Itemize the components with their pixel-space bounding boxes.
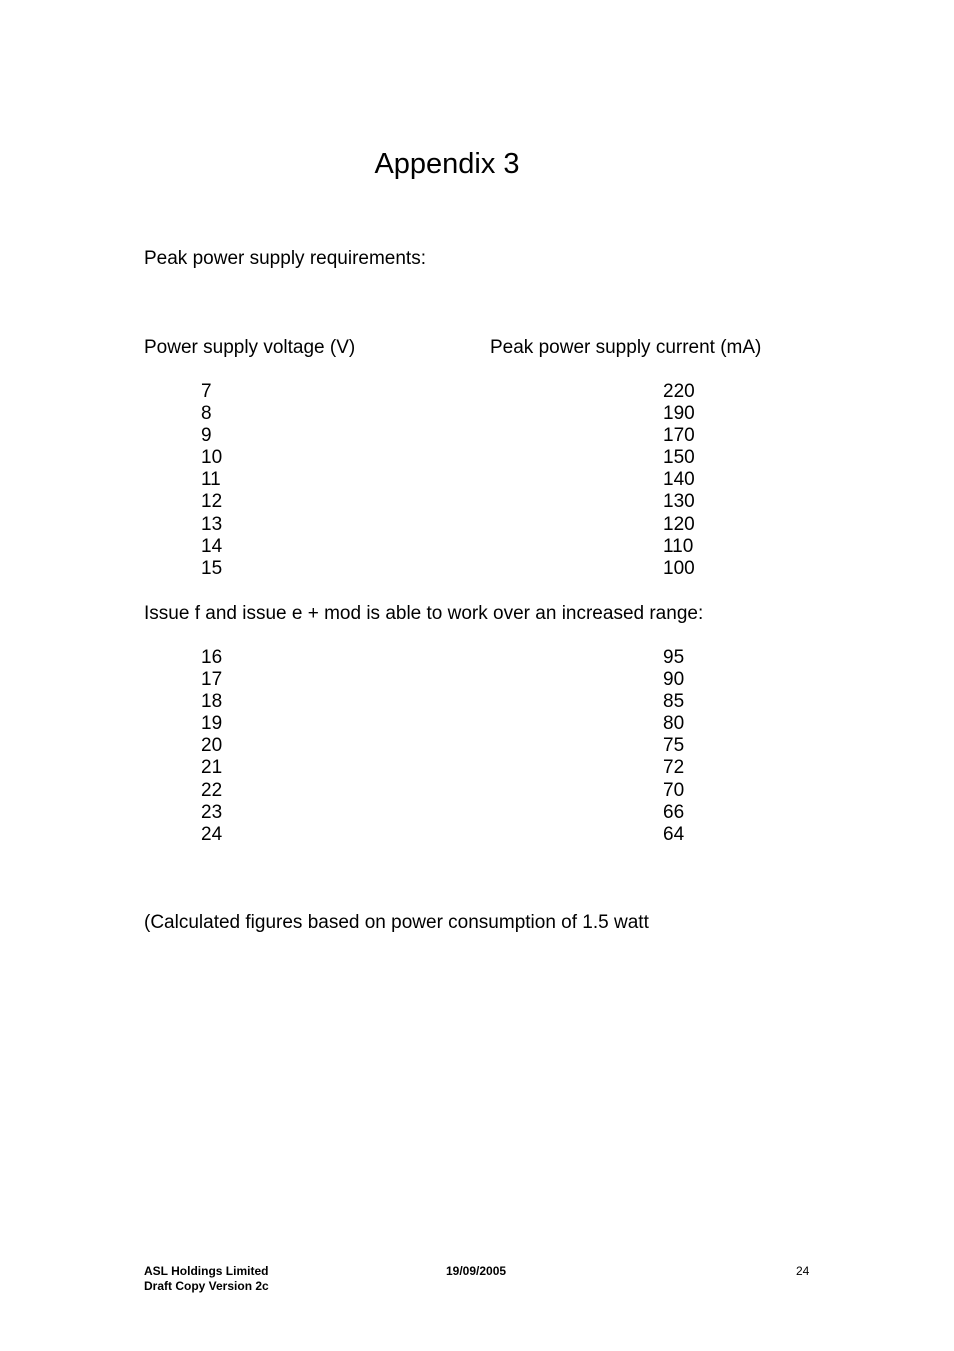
footer-version: Draft Copy Version 2c [144, 1279, 269, 1293]
voltage-cell: 14 [201, 535, 223, 557]
table-row [0, 647, 954, 669]
table-row [0, 469, 954, 491]
current-cell: 70 [663, 779, 685, 801]
current-cell: 66 [663, 801, 685, 823]
voltage-cell: 7 [201, 381, 212, 402]
voltage-cell: 17 [201, 669, 223, 691]
voltage-cell: 15 [201, 557, 223, 579]
current-cell: 80 [663, 713, 685, 735]
table-row [0, 491, 954, 513]
calculation-note: (Calculated figures based on power consumption of 1.5 watt [144, 912, 649, 933]
voltage-cell: 24 [201, 823, 223, 845]
voltage-column-header: Power supply voltage (V) [144, 337, 356, 358]
voltage-cell: 20 [201, 735, 223, 757]
table-row [0, 824, 954, 846]
table-row [0, 691, 954, 713]
current-cell: 110 [663, 535, 694, 557]
voltage-cell: 16 [201, 647, 223, 668]
footer-date: 19/09/2005 [446, 1264, 507, 1278]
current-cell: 64 [663, 823, 685, 845]
current-cell: 130 [663, 491, 695, 513]
footer-page-number: 24 [796, 1264, 810, 1278]
table-row [0, 403, 954, 425]
current-cell: 72 [663, 757, 685, 779]
table-row [0, 514, 954, 536]
voltage-cell: 12 [201, 491, 223, 513]
table-row [0, 381, 954, 403]
current-cell: 140 [663, 469, 695, 491]
intro-text: Peak power supply requirements: [144, 248, 426, 269]
current-cell: 170 [663, 425, 695, 447]
table-row [0, 757, 954, 779]
table-row [0, 802, 954, 824]
voltage-cell: 13 [201, 513, 223, 535]
current-cell: 85 [663, 691, 685, 713]
voltage-cell: 23 [201, 801, 223, 823]
voltage-cell: 8 [201, 403, 212, 425]
table-row [0, 735, 954, 757]
table-row [0, 425, 954, 447]
current-cell: 120 [663, 513, 695, 535]
table-row [0, 713, 954, 735]
power-table-primary [0, 381, 954, 580]
current-cell: 100 [663, 557, 695, 579]
voltage-cell: 19 [201, 713, 223, 735]
voltage-cell: 22 [201, 779, 223, 801]
table-row [0, 447, 954, 469]
footer-company: ASL Holdings Limited [144, 1264, 269, 1278]
current-cell: 95 [663, 647, 685, 668]
current-cell: 220 [663, 381, 695, 402]
table-row [0, 558, 954, 580]
page-title: Appendix 3 [374, 148, 520, 180]
voltage-cell: 9 [201, 425, 212, 447]
table-row [0, 536, 954, 558]
power-table-extended [0, 647, 954, 846]
voltage-cell: 11 [201, 469, 221, 491]
current-cell: 90 [663, 669, 685, 691]
voltage-cell: 10 [201, 447, 223, 469]
voltage-cell: 21 [201, 757, 223, 779]
extended-range-note: Issue f and issue e + mod is able to work over an increased range: [144, 603, 704, 624]
current-column-header: Peak power supply current (mA) [490, 337, 762, 358]
current-cell: 75 [663, 735, 685, 757]
table-row [0, 780, 954, 802]
table-row [0, 669, 954, 691]
current-cell: 190 [663, 403, 695, 425]
current-cell: 150 [663, 447, 695, 469]
voltage-cell: 18 [201, 691, 223, 713]
